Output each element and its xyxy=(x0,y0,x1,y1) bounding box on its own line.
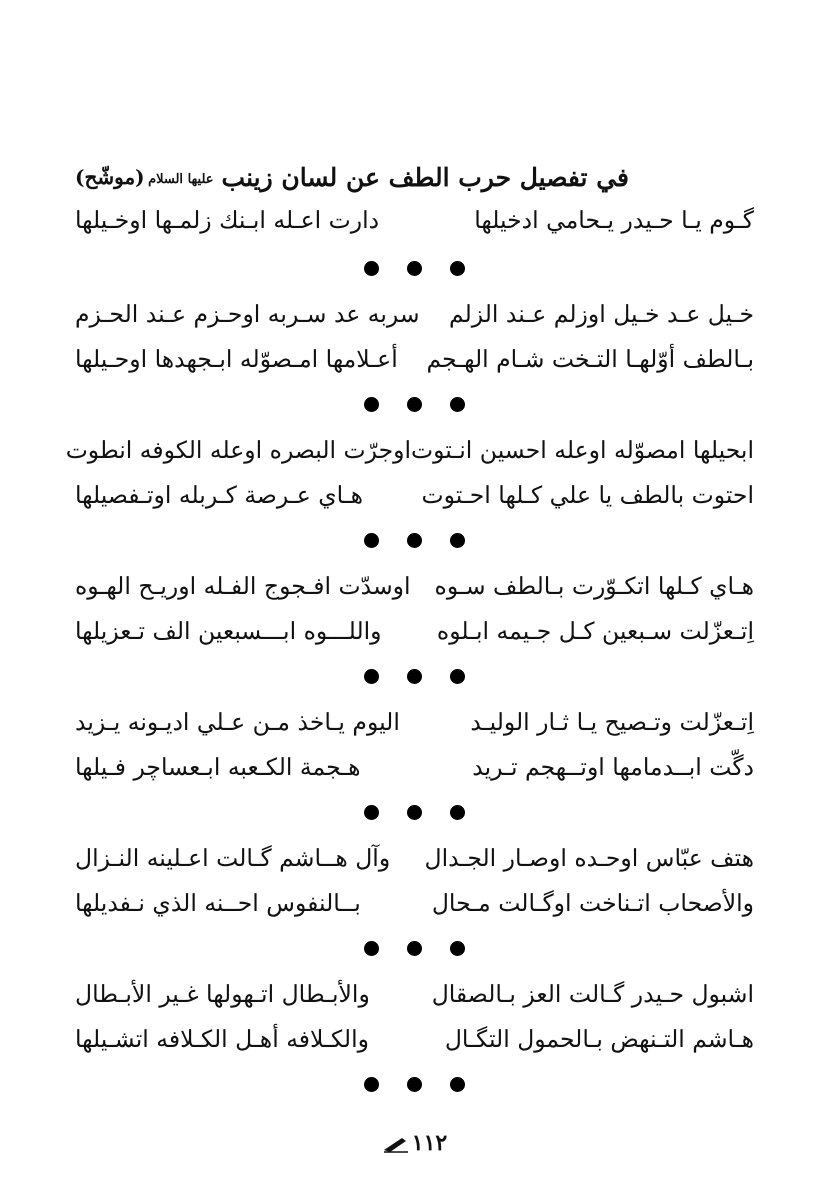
separator-dot xyxy=(364,941,379,956)
verse-line xyxy=(65,430,754,470)
hemistich-right: گـوم يـا حـيدر يـحامي ادخيلها xyxy=(474,206,754,234)
separator-dot xyxy=(364,397,379,412)
separator-dot xyxy=(450,533,465,548)
separator-dot xyxy=(450,1077,465,1092)
separator-dot xyxy=(364,805,379,820)
separator-dot xyxy=(364,533,379,548)
hemistich-left: بــالنفوس احــنه الذي نـفديلها xyxy=(75,889,361,917)
poem-title xyxy=(148,163,629,192)
stanza-separator xyxy=(0,933,829,963)
stanza-separator xyxy=(0,661,829,691)
verse-line xyxy=(75,702,754,742)
verse-line xyxy=(75,1019,754,1059)
hemistich-right: اِتـعزّلت سـبعين كـل جـيمه ابـلوه xyxy=(436,617,754,645)
hemistich-left: والأبـطال اتـهولها غـير الأبـطال xyxy=(75,980,370,1008)
hemistich-left: واللـــوه ابـــسبعين الف تـعزيلها xyxy=(75,617,382,645)
verse-line xyxy=(75,838,754,878)
separator-dot xyxy=(407,261,422,276)
hemistich-right: هـاشم التـنهض بـالحمول التگـال xyxy=(444,1025,754,1053)
stanza-separator xyxy=(0,389,829,419)
hemistich-left: أعـلامها امـصوّله ابـجهدها اوحـيلها xyxy=(75,345,398,373)
verse-line xyxy=(75,974,754,1014)
separator-dot xyxy=(364,1077,379,1092)
poem-form-label: (موشّح) xyxy=(75,165,145,189)
separator-dot xyxy=(407,669,422,684)
verse-line xyxy=(75,475,754,515)
verse-line xyxy=(75,747,754,787)
hemistich-right: هتف عبّاس اوحـده اوصـار الجـدال xyxy=(424,844,754,872)
honorific-symbol: عليها السلام xyxy=(148,171,214,187)
separator-dot xyxy=(450,397,465,412)
hemistich-left: سربه عد سـربه اوحـزم عـند الحـزم xyxy=(75,300,420,328)
separator-dot xyxy=(364,669,379,684)
hemistich-right: بـالطف أوّلهـا التـخت شـام الهـجم xyxy=(426,345,754,373)
separator-dot xyxy=(407,397,422,412)
hemistich-right: خـيل عـد خـيل اوزلم عـند الزلم xyxy=(448,300,754,328)
hemistich-left: اوسدّت افـجوج الفـله اوريـح الهـوه xyxy=(75,572,411,600)
verse-line xyxy=(75,611,754,651)
hemistich-right: احتوت بالطف يا علي كـلها احـتوت xyxy=(421,481,754,509)
hemistich-right: دگّت ابــدمامها اوتــهجم تـريد xyxy=(472,753,754,781)
separator-dot xyxy=(450,805,465,820)
page-number-text: ١١٢ xyxy=(411,1130,448,1156)
hemistich-right: هـاي كـلها اتكـوّرت بـالطف سـوه xyxy=(434,572,754,600)
stanza-separator xyxy=(0,1069,829,1099)
poem-title-text: في تفصيل حرب الطف عن لسان زينب xyxy=(221,162,629,192)
separator-dot xyxy=(407,805,422,820)
stanza-separator xyxy=(0,797,829,827)
separator-dot xyxy=(407,533,422,548)
pen-icon xyxy=(382,1135,410,1153)
stanza-separator xyxy=(0,525,829,555)
hemistich-left: والكـلافه أهـل الكـلافه اتشـيلها xyxy=(75,1025,369,1053)
separator-dot xyxy=(450,941,465,956)
hemistich-right: اشبول حـيدر گـالت العز بـالصقال xyxy=(431,980,754,1008)
separator-dot xyxy=(450,261,465,276)
hemistich-left: وآل هــاشم گـالت اعـلينه النـزال xyxy=(75,844,391,872)
verse-line xyxy=(75,339,754,379)
page-number xyxy=(0,1130,829,1156)
title-row xyxy=(75,155,629,199)
verse-line xyxy=(75,294,754,334)
stanza-separator xyxy=(0,253,829,283)
verse-line xyxy=(75,566,754,606)
hemistich-right: والأصحاب اتـناخت اوگـالت مـحال xyxy=(431,889,754,917)
hemistich-right: ابحيلها امصوّله اوعله احسين انـتوت xyxy=(411,436,754,464)
hemistich-left: اوجرّت البصره اوعله الكوفه انطوت xyxy=(65,436,412,464)
separator-dot xyxy=(407,941,422,956)
hemistich-left: دارت اعـله ابـنك زلمـها اوخـيلها xyxy=(75,206,380,234)
hemistich-left: هـاي عـرصة كـربله اوتـفصيلها xyxy=(75,481,364,509)
hemistich-left: اليوم يـاخذ مـن عـلي اديـونه يـزيد xyxy=(75,708,400,736)
hemistich-left: هـجمة الكـعبه ابـعساچر فـيلها xyxy=(75,753,361,781)
verse-line xyxy=(75,883,754,923)
separator-dot xyxy=(407,1077,422,1092)
hemistich-right: اِتـعزّلت وتـصيح يـا ثـار الوليـد xyxy=(470,708,754,736)
verse-line xyxy=(75,200,754,240)
separator-dot xyxy=(450,669,465,684)
separator-dot xyxy=(364,261,379,276)
